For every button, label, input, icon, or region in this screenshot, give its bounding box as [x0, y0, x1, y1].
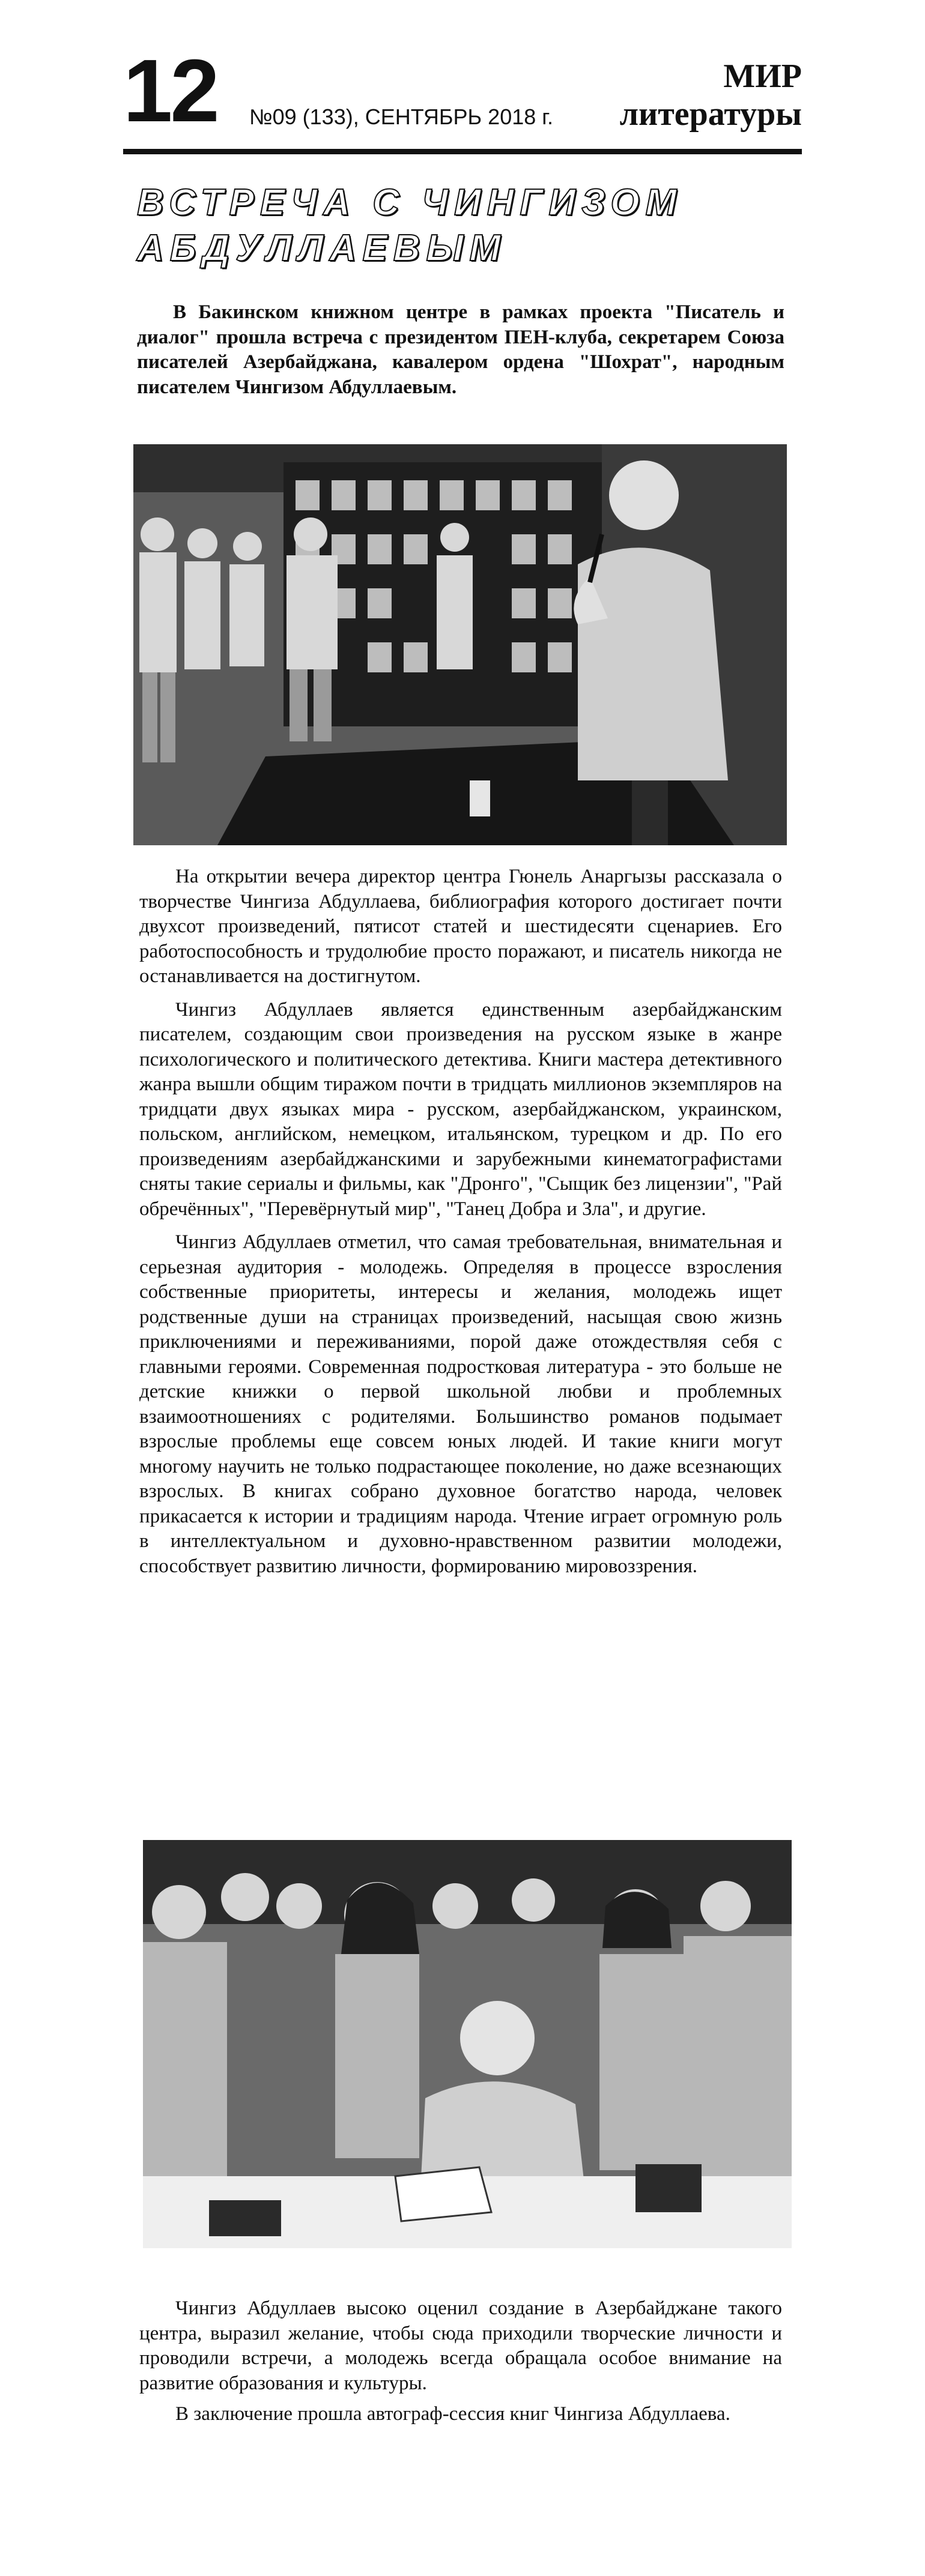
article-lead — [137, 300, 784, 400]
masthead — [123, 41, 802, 150]
photo-speaker-illustration — [133, 444, 787, 845]
article-body — [139, 864, 782, 1579]
body-paragraph: На открытии вечера директор центра Гюнель Анаргызы рассказала о творчестве Чингиза Абдуллаева, библиография которого достигает почти двухсот произведений, пятисот статей и шестидесяти сценариев. Его работоспособность и трудолюбие просто поражают, и писатель никогда не останавливается на достигнутом. — [139, 866, 782, 987]
body-paragraph: Чингиз Абдуллаев является единственным азербайджанским писателем, создающим свои произведения на русском языке в жанре психологического и политического детектива. Книги мастера детективного жанра вышли общим тиражом почти в тридцать миллионов экземпляров на тридцати двух языках мира - русском, азербайджанском, украинском, польском, английском, немецком, итальянском, турецком и др. По его произведениям азербайджанскими и зарубежными кинематографистами сняты такие сериалы и фильмы, как "Дронго", "Сыщик без лицензии", "Рай обречённых", "Перевёрнутый мир", "Танец Добра и Зла", и другие. — [139, 998, 782, 1220]
body-paragraph: Чингиз Абдуллаев отметил, что самая требовательная, внимательная и серьезная аудитория - молодежь. Определяя в процессе взросления собственные приоритеты, интересы и желания, молодежь ищет родственные души на страницах произведений, насыщая свою жизнь приключениями и переживаниями, порой даже отождествляя себя с главными героями. Современная подростковая литература - это больше не детские книжки о первой школьной любви и проблемных взаимоотношениях с родителями. Большинство романов подымает взрослые проблемы еще совсем юных людей. И такие книги могут многому научить не только подрастающее поколение, но даже всезнающих взрослых. В книгах собрано духовное богатство народа, человек прикасается к истории и традициям народа. Чтение играет огромную роль в интеллектуальном и духовно-нравственном развитии молодежи, способствует развитию личности, формированию мировоззрения. — [139, 1231, 782, 1577]
article-headline: ВСТРЕЧА С ЧИНГИЗОМ АБДУЛЛАЕВЫМ — [137, 182, 683, 269]
closing-paragraph: В заключение прошла автограф-сессия книг Чингиза Абдуллаева. — [175, 2403, 730, 2425]
issue-info: №09 (133), СЕНТЯБРЬ 2018 г. — [249, 104, 554, 129]
photo-autograph-illustration — [143, 1840, 792, 2248]
section-title-bottom: литературы — [619, 95, 802, 133]
lead-paragraph: В Бакинском книжном центре в рамках проекта "Писатель и диалог" прошла встреча с президентом ПЕН-клуба, секретарем Союза писателей Азербайджана, кавалером ордена "Шохрат", народным писателем Чингизом Абдуллаевым. — [137, 301, 784, 398]
closing-paragraph: Чингиз Абдуллаев высоко оценил создание в Азербайджане такого центра, выразил желание, чтобы сюда приходили творческие личности и проводили встречи, а молодежь всегда обращала особое внимание на развитие образования и культуры. — [139, 2297, 782, 2394]
masthead-rule — [123, 149, 802, 154]
photo-autograph-session — [143, 1840, 792, 2248]
photo-speaker-addressing-audience — [133, 444, 787, 845]
article-closing — [139, 2296, 782, 2427]
section-title-top: МИР — [723, 58, 802, 95]
page-number: 12 — [123, 41, 217, 140]
